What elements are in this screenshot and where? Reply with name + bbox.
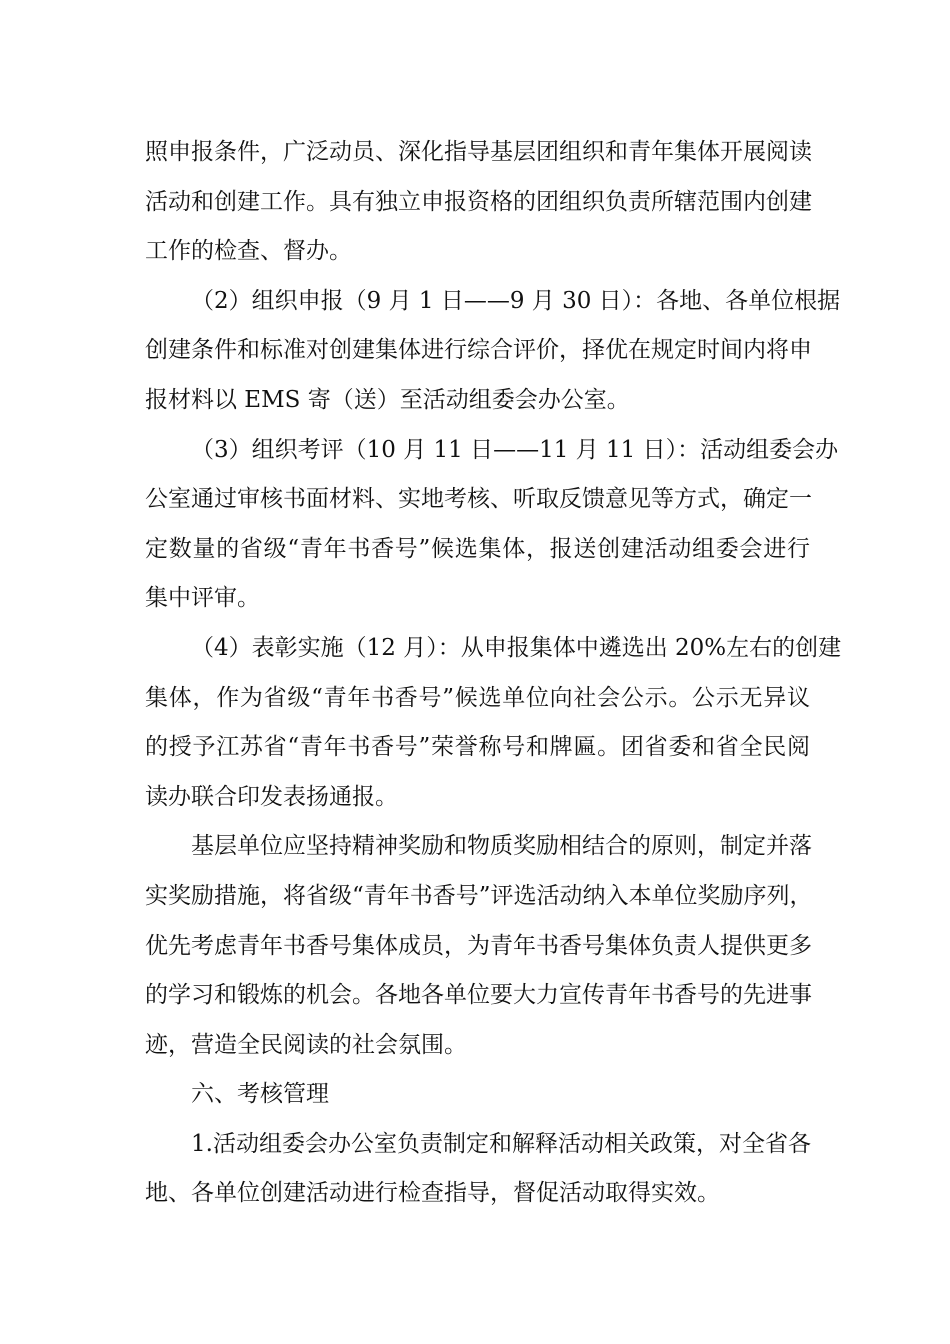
text-line: 创建条件和标准对创建集体进行综合评价，择优在规定时间内将申 [145,337,812,364]
paragraph-step-2 [145,277,841,426]
text-line: 的学习和锻炼的机会。各地各单位要大力宣传青年书香号的先进事 [145,982,812,1009]
text-line: 1.活动组委会办公室负责制定和解释活动相关政策，对全省各 [191,1130,811,1157]
text-line: 活动和创建工作。具有独立申报资格的团组织负责所辖范围内创建 [145,188,812,215]
text-line: 读办联合印发表扬通报。 [145,783,398,810]
text-line: （3）组织考评（10 月 11 日——11 月 11 日）：活动组委会办 [191,436,839,463]
document-body [145,128,842,1219]
text-line: 基层单位应坚持精神奖励和物质奖励相结合的原则，制定并落 [191,833,812,860]
text-line: 集中评审。 [145,585,260,612]
text-line: 报材料以 EMS 寄（送）至活动组委会办公室。 [145,386,630,413]
section-heading [145,1070,810,1120]
paragraph-step-4 [145,624,842,822]
paragraph-management-1 [145,1120,810,1219]
text-line: 地、各单位创建活动进行检查指导，督促活动取得实效。 [145,1180,720,1207]
text-line: 集体，作为省级“青年书香号”候选单位向社会公示。公示无异议 [145,684,810,711]
section-heading-text: 六、考核管理 [191,1081,329,1108]
text-line: 优先考虑青年书香号集体成员，为青年书香号集体负责人提供更多 [145,932,812,959]
paragraph-rewards [145,822,813,1070]
text-line: 定数量的省级“青年书香号”候选集体，报送创建活动组委会进行 [145,535,810,562]
text-line: 迹，营造全民阅读的社会氛围。 [145,1031,467,1058]
text-line: 实奖励措施，将省级“青年书香号”评选活动纳入本单位奖励序列， [145,882,813,909]
text-line: 工作的检查、督办。 [145,238,352,265]
text-line: （4）表彰实施（12 月）：从申报集体中遴选出 20%左右的创建 [191,634,842,661]
text-line: （2）组织申报（9 月 1 日——9 月 30 日）：各地、各单位根据 [191,287,841,314]
paragraph-intro-continuation [145,128,810,277]
text-line: 的授予江苏省“青年书香号”荣誉称号和牌匾。团省委和省全民阅 [145,734,810,761]
paragraph-step-3 [145,426,839,624]
text-line: 照申报条件，广泛动员、深化指导基层团组织和青年集体开展阅读 [145,139,812,165]
text-line: 公室通过审核书面材料、实地考核、听取反馈意见等方式，确定一 [145,486,812,513]
